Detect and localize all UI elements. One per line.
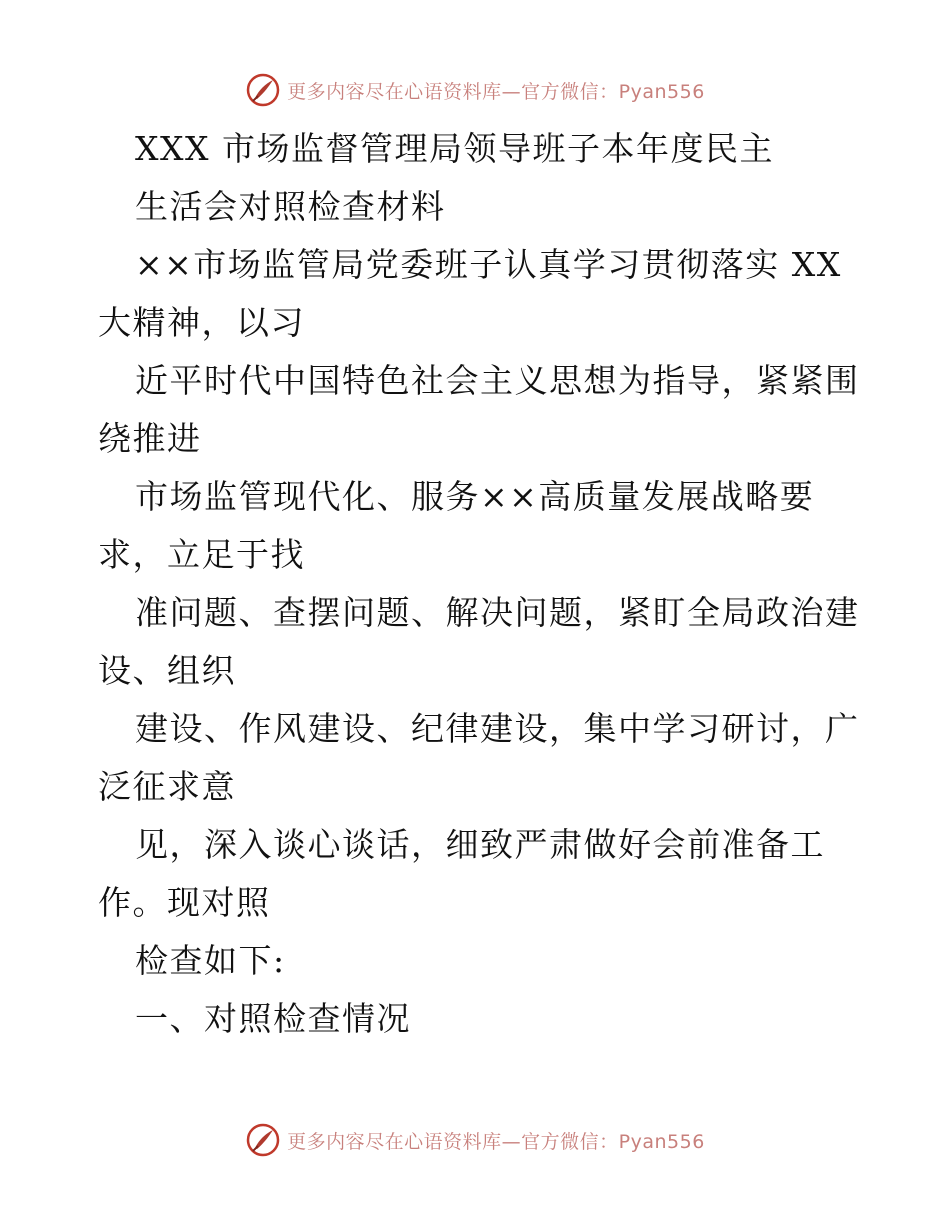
footer-watermark	[0, 1118, 950, 1162]
paragraph-line: 一、对照检查情况	[135, 999, 411, 1038]
paragraph-line: 泛征求意	[98, 767, 236, 806]
paragraph-line: 近平时代中国特色社会主义思想为指导，紧紧围	[135, 361, 860, 400]
document-body	[98, 120, 858, 1048]
quill-logo-icon	[245, 72, 281, 108]
quill-logo-icon	[245, 1122, 281, 1158]
document-title-line: XXX 市场监督管理局领导班子本年度民主	[135, 129, 774, 168]
paragraph-line: 绕推进	[98, 419, 202, 458]
paragraph-line: 见，深入谈心谈话，细致严肃做好会前准备工	[135, 825, 825, 864]
paragraph-line: 设、组织	[98, 651, 236, 690]
paragraph-line: 求，立足于找	[98, 535, 305, 574]
paragraph-line: 大精神，以习	[98, 303, 305, 342]
document-title-line: 生活会对照检查材料	[135, 187, 446, 226]
paragraph-line: ××市场监管局党委班子认真学习贯彻落实 XX	[135, 245, 842, 284]
paragraph-line: 准问题、查摆问题、解决问题，紧盯全局政治建	[135, 593, 860, 632]
header-watermark	[0, 68, 950, 112]
paragraph-line: 作。现对照	[98, 883, 271, 922]
watermark-text: 更多内容尽在心语资料库—官方微信：Pyan556	[287, 1130, 705, 1153]
paragraph-line: 建设、作风建设、纪律建设，集中学习研讨，广	[135, 709, 860, 748]
watermark-text: 更多内容尽在心语资料库—官方微信：Pyan556	[287, 80, 705, 103]
paragraph-line: 检查如下:	[135, 941, 286, 980]
paragraph-line: 市场监管现代化、服务××高质量发展战略要	[135, 477, 815, 516]
